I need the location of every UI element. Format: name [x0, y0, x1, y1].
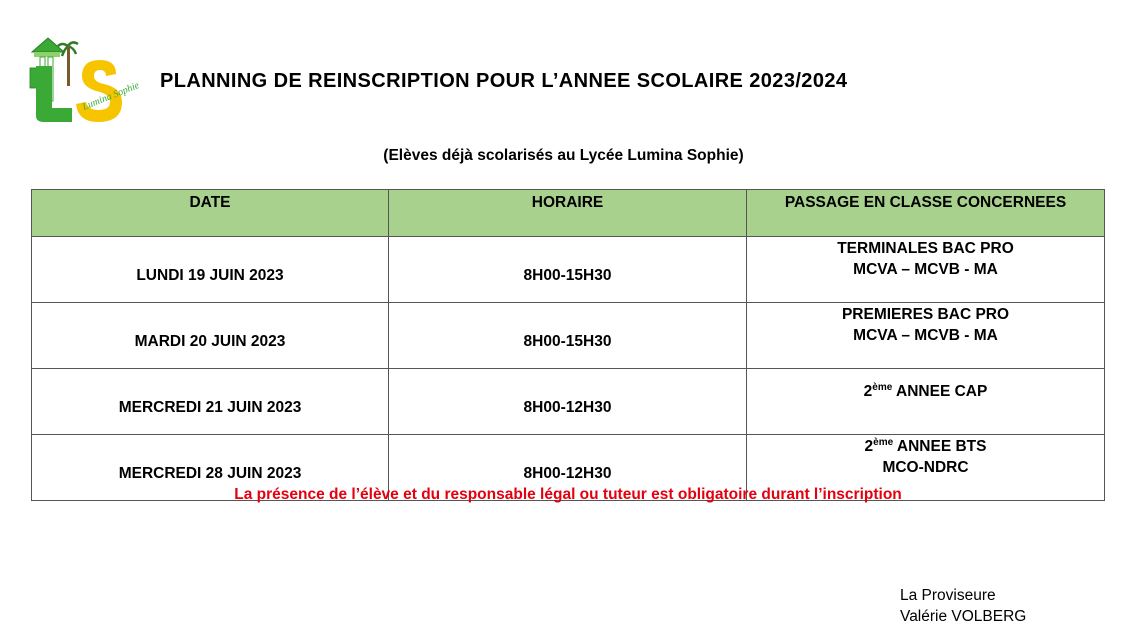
mandatory-presence-notice: La présence de l’élève et du responsable légal ou tuteur est obligatoire durant l’inscription [234, 486, 902, 503]
row-horaire: 8H00-15H30 [389, 303, 747, 369]
planning-table [31, 189, 1105, 501]
row-classes [747, 303, 1105, 369]
class-name: ANNEE CAP [892, 383, 988, 400]
header-date: DATE [32, 190, 389, 237]
page-title: PLANNING DE REINSCRIPTION POUR L’ANNEE SCOLAIRE 2023/2024 [160, 70, 848, 92]
class-level-suffix: ème [873, 436, 894, 448]
row-date: MERCREDI 21 JUIN 2023 [32, 369, 389, 435]
signature-role: La Proviseure [900, 587, 996, 604]
row-classes [747, 369, 1105, 435]
class-line: MCO-NDRC [882, 459, 969, 476]
signature-name: Valérie VOLBERG [900, 608, 1027, 625]
row-horaire: 8H00-12H30 [389, 369, 747, 435]
class-line [747, 436, 1104, 457]
class-level-suffix: ème [872, 381, 893, 393]
class-line: PREMIERES BAC PRO [841, 306, 1010, 323]
class-line: TERMINALES BAC PRO [837, 240, 1014, 257]
row-horaire: 8H00-15H30 [389, 237, 747, 303]
page-subtitle: (Elèves déjà scolarisés au Lycée Lumina Sophie) [383, 147, 744, 164]
table-row [32, 237, 1105, 303]
row-classes [747, 237, 1105, 303]
row-date: MARDI 20 JUIN 2023 [32, 303, 389, 369]
table-row [32, 369, 1105, 435]
class-line: MCVA – MCVB - MA [853, 261, 998, 278]
class-level: 2 [864, 438, 874, 455]
row-date: LUNDI 19 JUIN 2023 [32, 237, 389, 303]
header-classes: PASSAGE EN CLASSE CONCERNEES [747, 190, 1105, 237]
table-header-row [32, 190, 1105, 237]
class-level: 2 [863, 383, 873, 400]
row-horaire: 8H00-12H30 [389, 435, 747, 501]
school-logo [28, 38, 142, 124]
table-row [32, 303, 1105, 369]
class-line: MCVA – MCVB - MA [853, 327, 998, 344]
logo-script-text: Lumina Sophie [81, 80, 142, 113]
header-horaire: HORAIRE [389, 190, 747, 237]
class-name: ANNEE BTS [893, 438, 987, 455]
class-line [747, 381, 1104, 402]
row-date: MERCREDI 28 JUIN 2023 [32, 435, 389, 501]
